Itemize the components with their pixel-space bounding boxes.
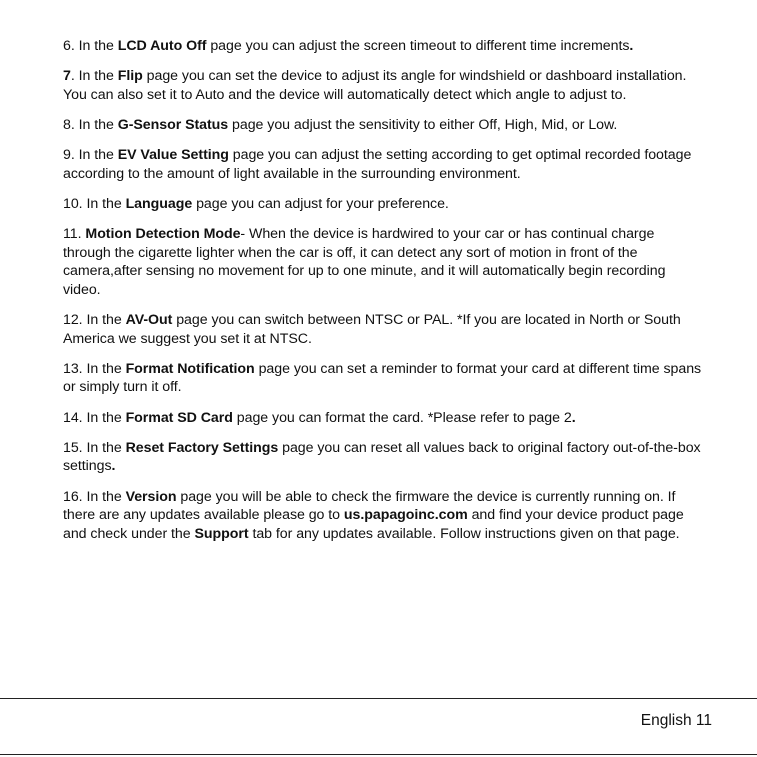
text-run: 14. In the xyxy=(63,409,126,426)
bold-term: G-Sensor Status xyxy=(117,116,229,133)
text-run: page you can set a reminder to format your card at different time spans or simply turn it off. xyxy=(63,360,702,396)
bold-term: EV Value Setting xyxy=(117,147,229,164)
text-run: . In the xyxy=(70,68,118,85)
text-run: 11. xyxy=(63,226,86,243)
bold-term: Support xyxy=(194,525,249,542)
bold-term: us.papagoinc.com xyxy=(343,507,468,524)
paragraph-item-9 xyxy=(63,146,703,183)
bold-term: Format SD Card xyxy=(125,409,233,426)
text-run: page you can adjust for your preference. xyxy=(192,195,449,212)
footer-divider-bottom xyxy=(0,754,757,755)
text-run: page you can adjust the screen timeout to different time increments xyxy=(206,38,630,54)
text-run: 13. In the xyxy=(63,360,126,377)
paragraph-item-15 xyxy=(63,439,703,476)
text-run: page you can reset all values back to original factory out-of-the-box settings xyxy=(63,439,701,475)
paragraph-item-6 xyxy=(63,37,703,56)
paragraph-item-16 xyxy=(63,488,703,544)
bold-term: Motion Detection Mode xyxy=(85,226,241,243)
text-run: 10. In the xyxy=(63,195,126,212)
bold-term: LCD Auto Off xyxy=(117,38,207,54)
manual-body xyxy=(63,37,703,555)
paragraph-item-14 xyxy=(63,409,703,428)
text-run: page you adjust the sensitivity to either Off, High, Mid, or Low. xyxy=(228,116,618,133)
text-run: page you can switch between NTSC or PAL. *If you are located in North or South America we suggest you set it at NTSC. xyxy=(63,312,681,347)
text-run: page you can adjust the setting according to get optimal recorded footage according to the amount of light available in the surrounding environment. xyxy=(63,147,692,182)
paragraph-item-10 xyxy=(63,195,703,214)
footer-divider-top xyxy=(0,698,757,699)
bold-term: . xyxy=(629,38,634,54)
bold-term: Flip xyxy=(117,68,143,85)
bold-term: Language xyxy=(125,195,193,212)
paragraph-item-13 xyxy=(63,360,703,397)
text-run: tab for any updates available. Follow instructions given on that page. xyxy=(248,525,680,542)
paragraph-item-8 xyxy=(63,116,703,135)
bold-term: Reset Factory Settings xyxy=(125,439,279,456)
text-run: 15. In the xyxy=(63,439,126,456)
bold-term: Format Notification xyxy=(125,360,255,377)
text-run: and find your device product page and check under the xyxy=(63,507,684,542)
bold-term: . xyxy=(571,409,576,426)
text-run: 8. In the xyxy=(63,116,118,133)
text-run: 12. In the xyxy=(63,312,126,329)
paragraph-item-7 xyxy=(63,67,703,104)
paragraph-item-11 xyxy=(63,225,703,299)
paragraph-item-12 xyxy=(63,311,703,348)
text-run: - When the device is hardwired to your car or has continual charge through the cigarette lighter when the car is off, it can detect any sort of motion in front of the camera,after sensing no movement for up to one minute, and it will automatically begin recording video. xyxy=(63,226,666,298)
bold-term: . xyxy=(111,458,116,475)
text-run: page you will be able to check the firmware the device is currently running on. If there are any updates available please go to xyxy=(63,488,676,524)
text-run: page you can set the device to adjust its angle for windshield or dashboard installation. You can also set it to Auto and the device will automatically detect which angle to adjust to. xyxy=(63,68,687,103)
text-run: 9. In the xyxy=(63,147,118,164)
bold-term: 7 xyxy=(63,68,71,85)
text-run: 6. In the xyxy=(63,38,118,54)
bold-term: Version xyxy=(125,488,177,505)
text-run: page you can format the card. *Please refer to page 2 xyxy=(232,409,572,426)
bold-term: AV-Out xyxy=(125,312,173,329)
page-footer-label: English 11 xyxy=(640,712,712,729)
text-run: 16. In the xyxy=(63,488,126,505)
